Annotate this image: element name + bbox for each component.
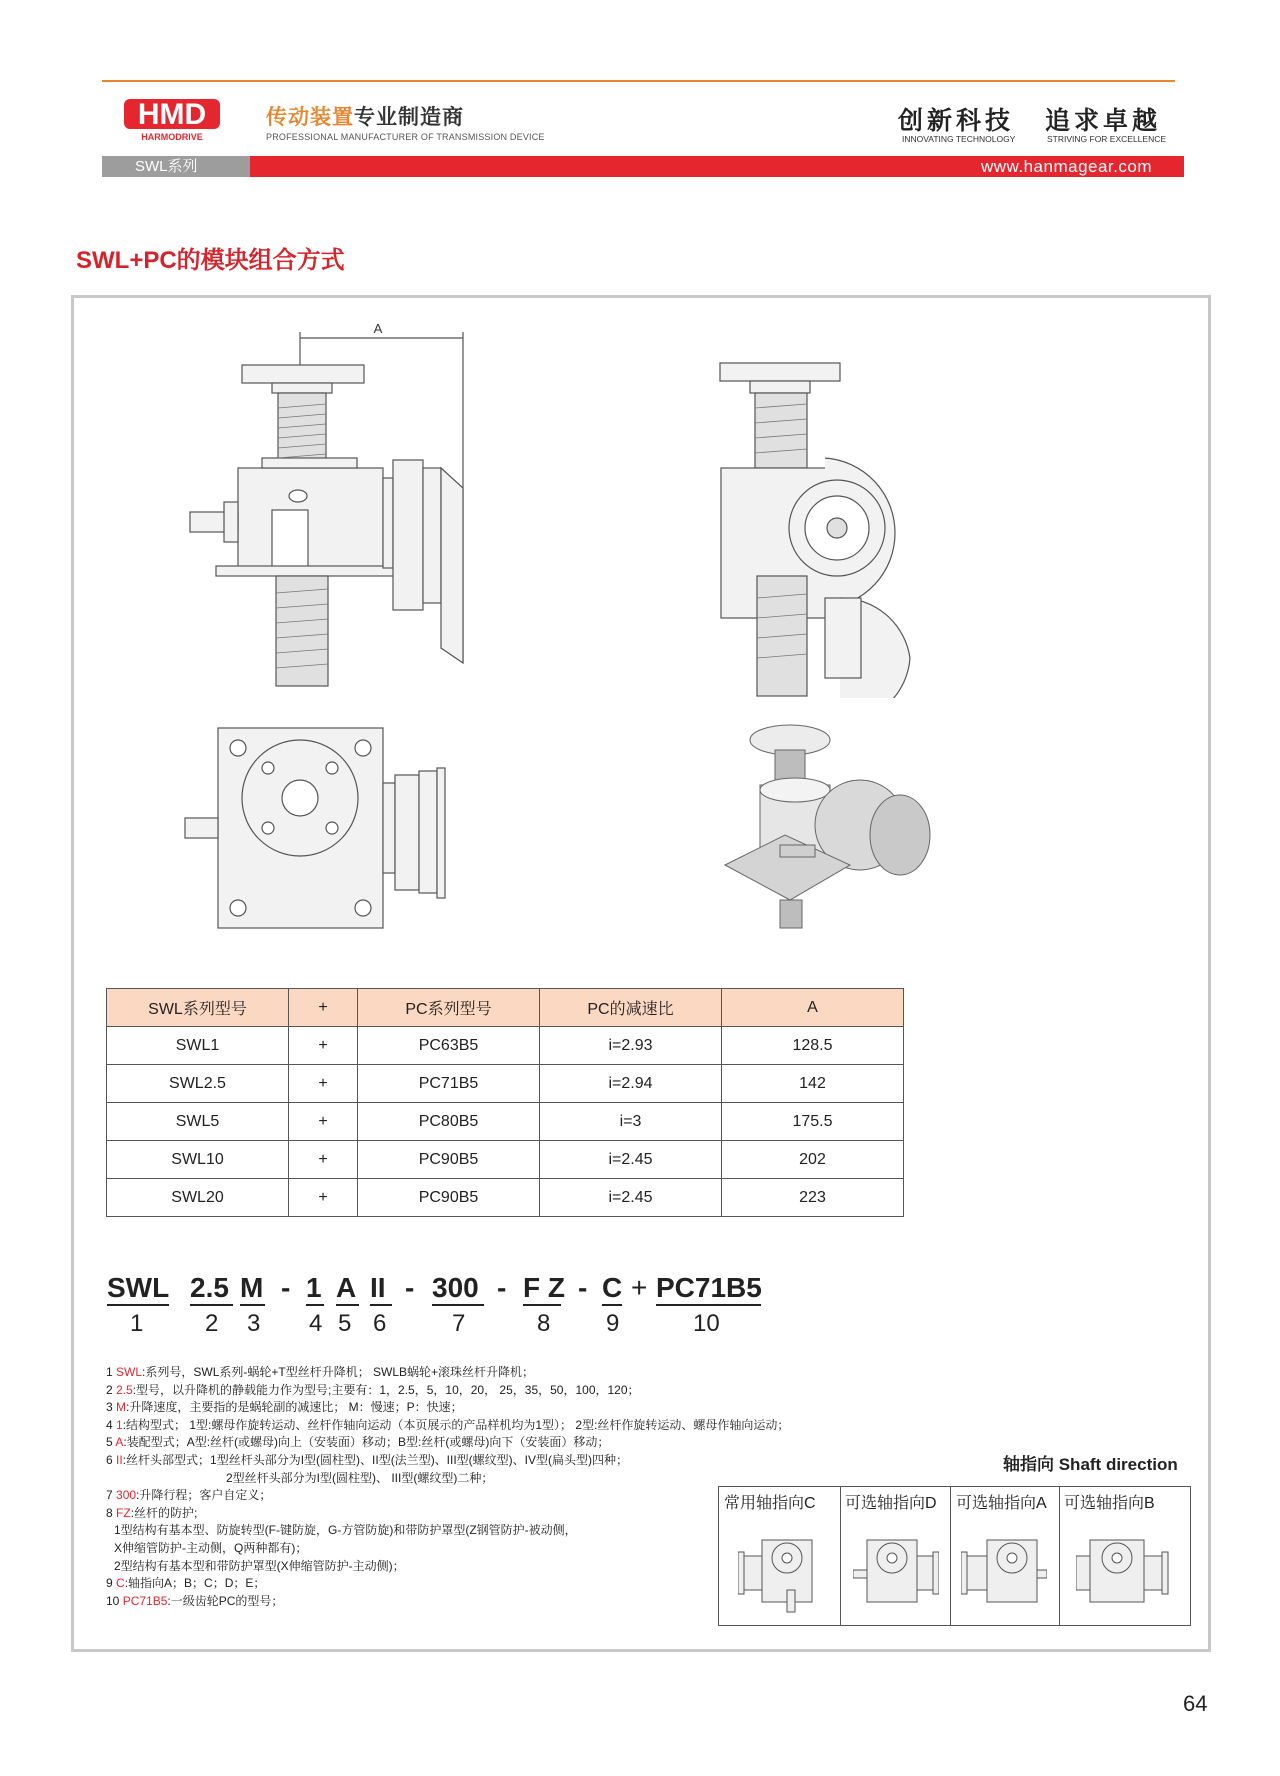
slogan-innovating-en: INNOVATING TECHNOLOGY — [902, 134, 1016, 144]
code-number: 6 — [373, 1310, 387, 1337]
code-part: SWL — [107, 1272, 170, 1303]
shaft-option-b — [1060, 1486, 1191, 1626]
note-item: 10 PC71B5:一级齿轮PC的型号； — [106, 1593, 284, 1608]
table-cell: i=3 — [540, 1103, 722, 1141]
table-row — [107, 1103, 904, 1141]
table-cell: PC90B5 — [358, 1179, 540, 1217]
table-cell: i=2.94 — [540, 1065, 722, 1103]
table-cell: PC90B5 — [358, 1141, 540, 1179]
code-number: 7 — [452, 1310, 466, 1337]
notes-list — [106, 1364, 789, 1610]
code-part: - — [497, 1272, 507, 1303]
table-cell: 223 — [722, 1179, 904, 1217]
code-number: 2 — [205, 1310, 219, 1337]
table-header-cell: PC系列型号 — [358, 989, 540, 1027]
note-item: 5 A:装配型式；A型:丝杆(或螺母)向上（安装面）移动；B型:丝杆(或螺母)向下（安装面）移动； — [106, 1435, 610, 1450]
code-underline — [523, 1304, 561, 1306]
code-number: 10 — [693, 1310, 720, 1337]
table-cell: 142 — [722, 1065, 904, 1103]
table-header-cell: A — [722, 989, 904, 1027]
brand-cn — [266, 101, 464, 131]
shaft-option-label: 可选轴指向A — [956, 1495, 1047, 1512]
code-part: M — [240, 1272, 264, 1303]
shaft-direction-title: 轴指向 Shaft direction — [1003, 1455, 1178, 1474]
table-cell: + — [289, 1103, 358, 1141]
table-cell: PC63B5 — [358, 1027, 540, 1065]
code-number: 1 — [130, 1310, 144, 1337]
spec-table — [106, 988, 904, 1217]
table-row — [107, 1065, 904, 1103]
code-underline — [432, 1304, 484, 1306]
table-header-cell: SWL系列型号 — [107, 989, 289, 1027]
note-item: 3 M:升降速度，主要指的是蜗轮副的减速比； M：慢速；P：快速； — [106, 1400, 463, 1415]
note-item: 2型结构有基本型和带防护罩型(X伸缩管防护-主动侧)； — [114, 1558, 405, 1573]
table-cell: SWL20 — [107, 1179, 289, 1217]
table-cell: 128.5 — [722, 1027, 904, 1065]
code-part: F Z — [523, 1272, 565, 1303]
note-item: 1 SWL:系列号，SWL系列-蜗轮+T型丝杆升降机； SWLB蜗轮+滚珠丝杆升降机； — [106, 1365, 535, 1379]
note-item: X伸缩管防护-主动侧，Q两种都有)； — [114, 1540, 308, 1555]
code-part: C — [602, 1272, 623, 1303]
table-cell: + — [289, 1141, 358, 1179]
code-underline — [107, 1304, 169, 1306]
table-cell: + — [289, 1027, 358, 1065]
table-cell: i=2.93 — [540, 1027, 722, 1065]
table-cell: 202 — [722, 1141, 904, 1179]
code-number: 9 — [606, 1310, 620, 1337]
code-part: PC71B5 — [656, 1272, 762, 1303]
code-underline — [656, 1304, 761, 1306]
slogan-innovating-cn: 创新科技 — [898, 106, 1015, 135]
brand-en: PROFESSIONAL MANUFACTURER OF TRANSMISSION DEVICE — [266, 132, 545, 142]
shaft-diagram — [1076, 1530, 1172, 1614]
table-cell: SWL5 — [107, 1103, 289, 1141]
shaft-option-label: 可选轴指向D — [845, 1495, 937, 1512]
table-row — [107, 1027, 904, 1065]
table-cell: PC80B5 — [358, 1103, 540, 1141]
note-item: 6 II:丝杆头部型式；1型丝杆头部分为I型(圆柱型)、II型(法兰型)、III型(螺纹型)、IV型(扁头型)四种； — [106, 1452, 629, 1467]
header-rule — [102, 80, 1175, 82]
logo-subtext: HARMODRIVE — [141, 132, 203, 142]
code-underline — [190, 1304, 233, 1306]
code-underline — [602, 1304, 622, 1306]
table-cell: + — [289, 1179, 358, 1217]
slogan-striving-cn: 追求卓越 — [1045, 106, 1162, 135]
table-cell: i=2.45 — [540, 1179, 722, 1217]
shaft-option-a — [951, 1486, 1060, 1626]
shaft-diagram — [961, 1530, 1047, 1614]
note-item: 7 300:升降行程；客户自定义； — [106, 1488, 272, 1503]
brand-cn-rest: 专业制造商 — [354, 106, 464, 129]
shaft-option-c — [718, 1486, 841, 1626]
shaft-diagram — [853, 1530, 939, 1614]
code-part: 2.5 — [190, 1272, 229, 1303]
code-number: 4 — [309, 1310, 323, 1337]
note-item: 1型结构有基本型、防旋转型(F-键防旋，G-方管防旋)和带防护罩型(Z钢管防护-被动侧， — [114, 1523, 577, 1538]
code-part: 300 — [432, 1272, 479, 1303]
code-part: + — [631, 1272, 648, 1303]
dimension-a-label: A — [373, 321, 383, 336]
series-tag: SWL系列 — [102, 156, 250, 177]
table-cell: PC71B5 — [358, 1065, 540, 1103]
page-number: 64 — [1183, 1691, 1208, 1716]
code-part: - — [578, 1272, 588, 1303]
code-underline — [306, 1304, 324, 1306]
table-cell: 175.5 — [722, 1103, 904, 1141]
note-item: 2 2.5:型号，以升降机的静载能力作为型号;主要有：1，2.5，5，10，20， 25，35，50，100，120； — [106, 1382, 640, 1397]
top-view-drawing — [180, 723, 470, 938]
brand-cn-highlight: 传动装置 — [266, 106, 354, 129]
note-item: 9 C:轴指向A；B；C；D；E； — [106, 1576, 266, 1591]
code-part: A — [336, 1272, 357, 1303]
code-part: 1 — [306, 1272, 322, 1303]
website-link[interactable]: www.hanmagear.com — [250, 156, 1184, 177]
isometric-view-drawing — [720, 715, 950, 940]
table-cell: + — [289, 1065, 358, 1103]
shaft-option-label: 常用轴指向C — [724, 1495, 816, 1512]
table-header-row — [107, 989, 904, 1027]
code-number: 5 — [338, 1310, 352, 1337]
code-part: II — [370, 1272, 386, 1303]
code-underline — [240, 1304, 265, 1306]
table-cell: SWL10 — [107, 1141, 289, 1179]
code-underline — [370, 1304, 392, 1306]
logo-text: HMD — [137, 98, 207, 131]
note-item: 8 FZ:丝杆的防护; — [106, 1505, 198, 1520]
shaft-option-label: 可选轴指向B — [1064, 1495, 1155, 1512]
front-view-drawing — [180, 318, 480, 703]
section-title: SWL+PC的模块组合方式 — [76, 247, 345, 274]
slogan-striving-en: STRIVING FOR EXCELLENCE — [1047, 134, 1167, 144]
code-underline — [336, 1304, 359, 1306]
note-item: 4 1:结构型式； 1型:螺母作旋转运动、丝杆作轴向运动（本页展示的产品样机均为1型）； 2型:丝杆作旋转运动、螺母作轴向运动； — [106, 1417, 790, 1432]
code-number: 8 — [537, 1310, 551, 1337]
table-cell: i=2.45 — [540, 1141, 722, 1179]
code-number: 3 — [247, 1310, 261, 1337]
note-item: 2型丝杆头部分为I型(圆柱型)、 III型(螺纹型)二种； — [226, 1470, 494, 1485]
harmodrive-logo — [122, 97, 222, 143]
table-row — [107, 1141, 904, 1179]
table-header-cell: PC的减速比 — [540, 989, 722, 1027]
table-row — [107, 1179, 904, 1217]
table-cell: SWL1 — [107, 1027, 289, 1065]
table-cell: SWL2.5 — [107, 1065, 289, 1103]
shaft-diagram — [738, 1530, 824, 1614]
side-view-drawing — [705, 358, 925, 703]
table-header-cell: + — [289, 989, 358, 1027]
code-part: - — [405, 1272, 415, 1303]
shaft-option-d — [841, 1486, 951, 1626]
code-part: - — [281, 1272, 291, 1303]
